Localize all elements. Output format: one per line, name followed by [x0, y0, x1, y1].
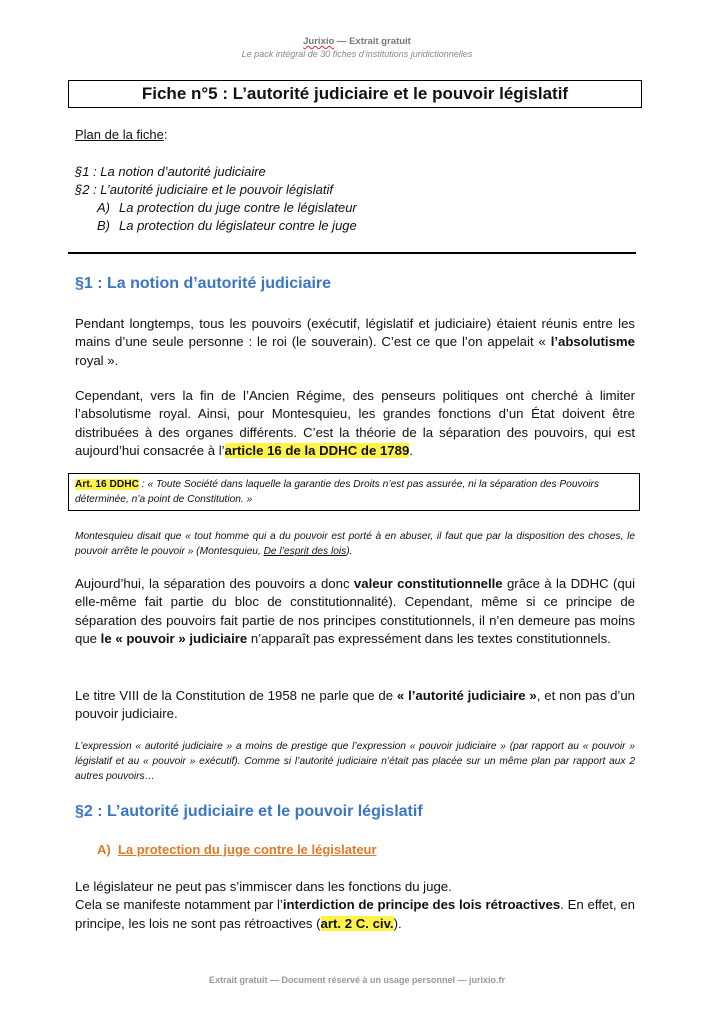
plan-list — [75, 163, 357, 235]
highlighted-reference: art. 2 C. civ. — [320, 915, 394, 931]
plan-subitem — [75, 199, 357, 217]
text-run: Le titre VIII de la Constitution de 1958 ne parle que de — [75, 688, 397, 703]
montesquieu-quote — [75, 529, 635, 559]
plan-label-suffix: : — [163, 127, 168, 142]
subsection-letter: A) — [97, 842, 111, 857]
section-1-heading: §1 : La notion d’autorité judiciaire — [75, 275, 332, 292]
section-1-paragraph-3 — [75, 575, 635, 649]
plan-label — [75, 127, 168, 142]
text-line: Le législateur ne peut pas s’immiscer dans les fonctions du juge. — [75, 879, 452, 894]
brand-name: Jurixio — [303, 36, 335, 47]
text-run: Cependant, vers la fin de l’Ancien Régime, des penseurs politiques ont cherché à limiter l’absolutisme royal. Ainsi, pour Montesquieu, les grandes fonctions d’un État doivent être distribuées à des organes différents. C’est la théorie de la séparation des pouvoirs, qui est aujourd’hui consacrée à l’ — [75, 388, 635, 459]
divider — [68, 252, 636, 254]
header-subtitle: Le pack intégral de 30 fiches d’institutions juridictionnelles — [241, 49, 473, 59]
section-2-heading: §2 : L’autorité judiciaire et le pouvoir législatif — [75, 803, 423, 820]
plan-label-text: Plan de la fiche — [75, 127, 164, 142]
page-header — [0, 36, 714, 59]
bold-run: « l’autorité judiciaire » — [396, 688, 537, 703]
subsection-title: La protection du juge contre le législateur — [117, 842, 377, 857]
bold-run: interdiction de principe des lois rétroactives — [282, 897, 561, 913]
bold-run: le « pouvoir » judiciaire — [100, 631, 248, 647]
text-run: ). — [393, 915, 402, 931]
page-title: Fiche n°5 : L’autorité judiciaire et le pouvoir législatif — [68, 80, 642, 108]
plan-subitem-text: La protection du législateur contre le juge — [119, 218, 357, 233]
plan-item: §1 : La notion d’autorité judiciaire — [75, 164, 266, 179]
plan-subitem-letter: A) — [97, 200, 110, 215]
text-run: Pendant longtemps, tous les pouvoirs (exécutif, législatif et judiciaire) étaient réunis entre les mains d’une seule personne : le roi (le souverain). C’est ce que l’on appelait « — [75, 316, 635, 350]
section-1-note: L’expression « autorité judiciaire » a moins de prestige que l’expression « pouvoir judiciaire » (par rapport au « pouvoir » législatif et au « pouvoir » exécutif). Comme si l’autorité judiciaire n’était pas placée sur un même plan par rapport aux 2 autres pouvoirs… — [75, 741, 635, 782]
text-run: , et non pas d’un pouvoir judiciaire. — [75, 688, 636, 722]
header-brand — [0, 36, 714, 47]
section-1-paragraph-4 — [75, 687, 635, 724]
text-run: Aujourd’hui, la séparation des pouvoirs a donc — [75, 576, 354, 591]
text-run: ). — [346, 546, 353, 557]
article-label: Art. 16 DDHC — [75, 479, 139, 490]
bold-run: l’absolutisme — [550, 334, 635, 350]
section-1-paragraph-2 — [75, 387, 635, 461]
text-run: royal ». — [75, 352, 119, 368]
text-run: n’apparaît pas expressément dans les textes constitutionnels. — [247, 631, 611, 647]
page-footer: Extrait gratuit — Document réservé à un usage personnel — jurixio.fr — [208, 975, 506, 985]
bold-run: valeur constitutionnelle — [353, 576, 503, 591]
highlighted-reference: article 16 de la DDHC de 1789 — [224, 443, 410, 459]
plan-subitem — [75, 217, 357, 235]
plan-item: §2 : L’autorité judiciaire et le pouvoir législatif — [75, 182, 333, 197]
plan-subitem-letter: B) — [97, 218, 110, 233]
text-run: grâce à la DDHC (qui elle-même fait partie du bloc de constitutionnalité). Cependant, même si ce principe de séparation des pouvoirs fait partie de nos principes constitutionnels, il n’en demeure pas moins que — [75, 576, 635, 647]
text-run: . — [409, 443, 413, 459]
article-text: : « Toute Société dans laquelle la garantie des Droits n’est pas assurée, ni la séparation des Pouvoirs déterminée, n’a point de Constitution. » — [75, 479, 600, 505]
section-1-paragraph-1 — [75, 315, 635, 370]
text-run: Montesquieu disait que « tout homme qui a du pouvoir est porté à en abuser, il faut que par la disposition des choses, le pouvoir arrête le pouvoir » (Montesquieu, — [75, 531, 635, 557]
section-2-paragraph — [75, 878, 635, 933]
subsection-a-heading — [97, 842, 377, 857]
text-run: Cela se manifeste notamment par l’ — [75, 897, 283, 913]
text-run: . En effet, en principe, les lois ne sont pas rétroactives ( — [75, 897, 636, 931]
article-citation-box — [68, 473, 640, 511]
brand-suffix: — Extrait gratuit — [334, 36, 411, 47]
plan-subitem-text: La protection du juge contre le législateur — [119, 200, 357, 215]
book-title: De l’esprit des lois — [263, 546, 347, 557]
